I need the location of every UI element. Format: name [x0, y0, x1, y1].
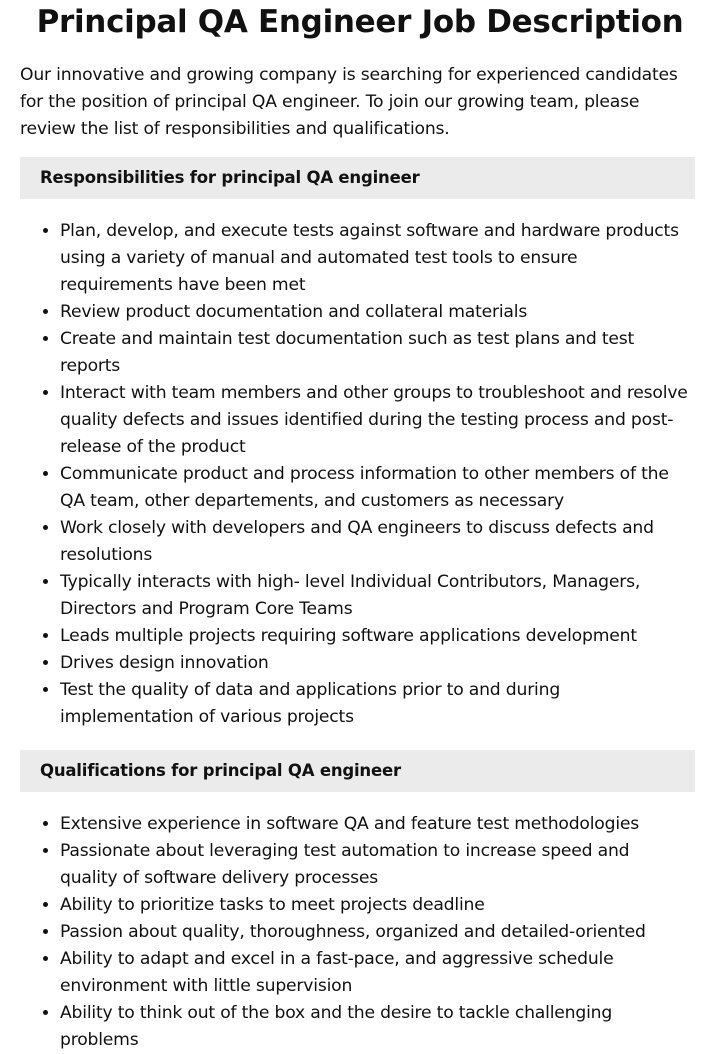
responsibilities-heading: Responsibilities for principal QA engineer [20, 157, 695, 199]
list-item: • Communicate product and process information to other members of the QA team, other departements, and customers as necessary [60, 461, 700, 515]
list-item: • Plan, develop, and execute tests against software and hardware products using a variety of manual and automated test tools to ensure requirements have been met [60, 218, 700, 299]
list-item: • Interact with team members and other groups to troubleshoot and resolve quality defects and issues identified during the testing process and post-release of the product [60, 380, 700, 461]
list-item: • Passionate about leveraging test automation to increase speed and quality of software delivery processes [60, 838, 700, 892]
page-title: Principal QA Engineer Job Description [36, 4, 684, 40]
list-item: • Ability to adapt and excel in a fast-pace, and aggressive schedule environment with little supervision [60, 946, 700, 1000]
list-item: • Ability to think out of the box and the desire to tackle challenging problems [60, 1000, 700, 1054]
qualifications-list [0, 811, 700, 1054]
intro-paragraph: Our innovative and growing company is searching for experienced candidates for the position of principal QA engineer. To join our growing team, please review the list of responsibilities and qualifications. [20, 65, 678, 139]
list-item: • Passion about quality, thoroughness, organized and detailed-oriented [60, 919, 700, 946]
list-item: • Create and maintain test documentation such as test plans and test reports [60, 326, 700, 380]
list-item: • Typically interacts with high- level Individual Contributors, Managers, Directors and Program Core Teams [60, 569, 700, 623]
responsibilities-list [0, 218, 700, 731]
list-item: • Ability to prioritize tasks to meet projects deadline [60, 892, 700, 919]
list-item: • Extensive experience in software QA and feature test methodologies [60, 811, 700, 838]
qualifications-heading: Qualifications for principal QA engineer [20, 750, 695, 792]
list-item: • Work closely with developers and QA engineers to discuss defects and resolutions [60, 515, 700, 569]
list-item: • Leads multiple projects requiring software applications development [60, 623, 700, 650]
list-item: • Drives design innovation [60, 650, 700, 677]
list-item: • Test the quality of data and applications prior to and during implementation of various projects [60, 677, 700, 731]
list-item: • Review product documentation and collateral materials [60, 299, 700, 326]
